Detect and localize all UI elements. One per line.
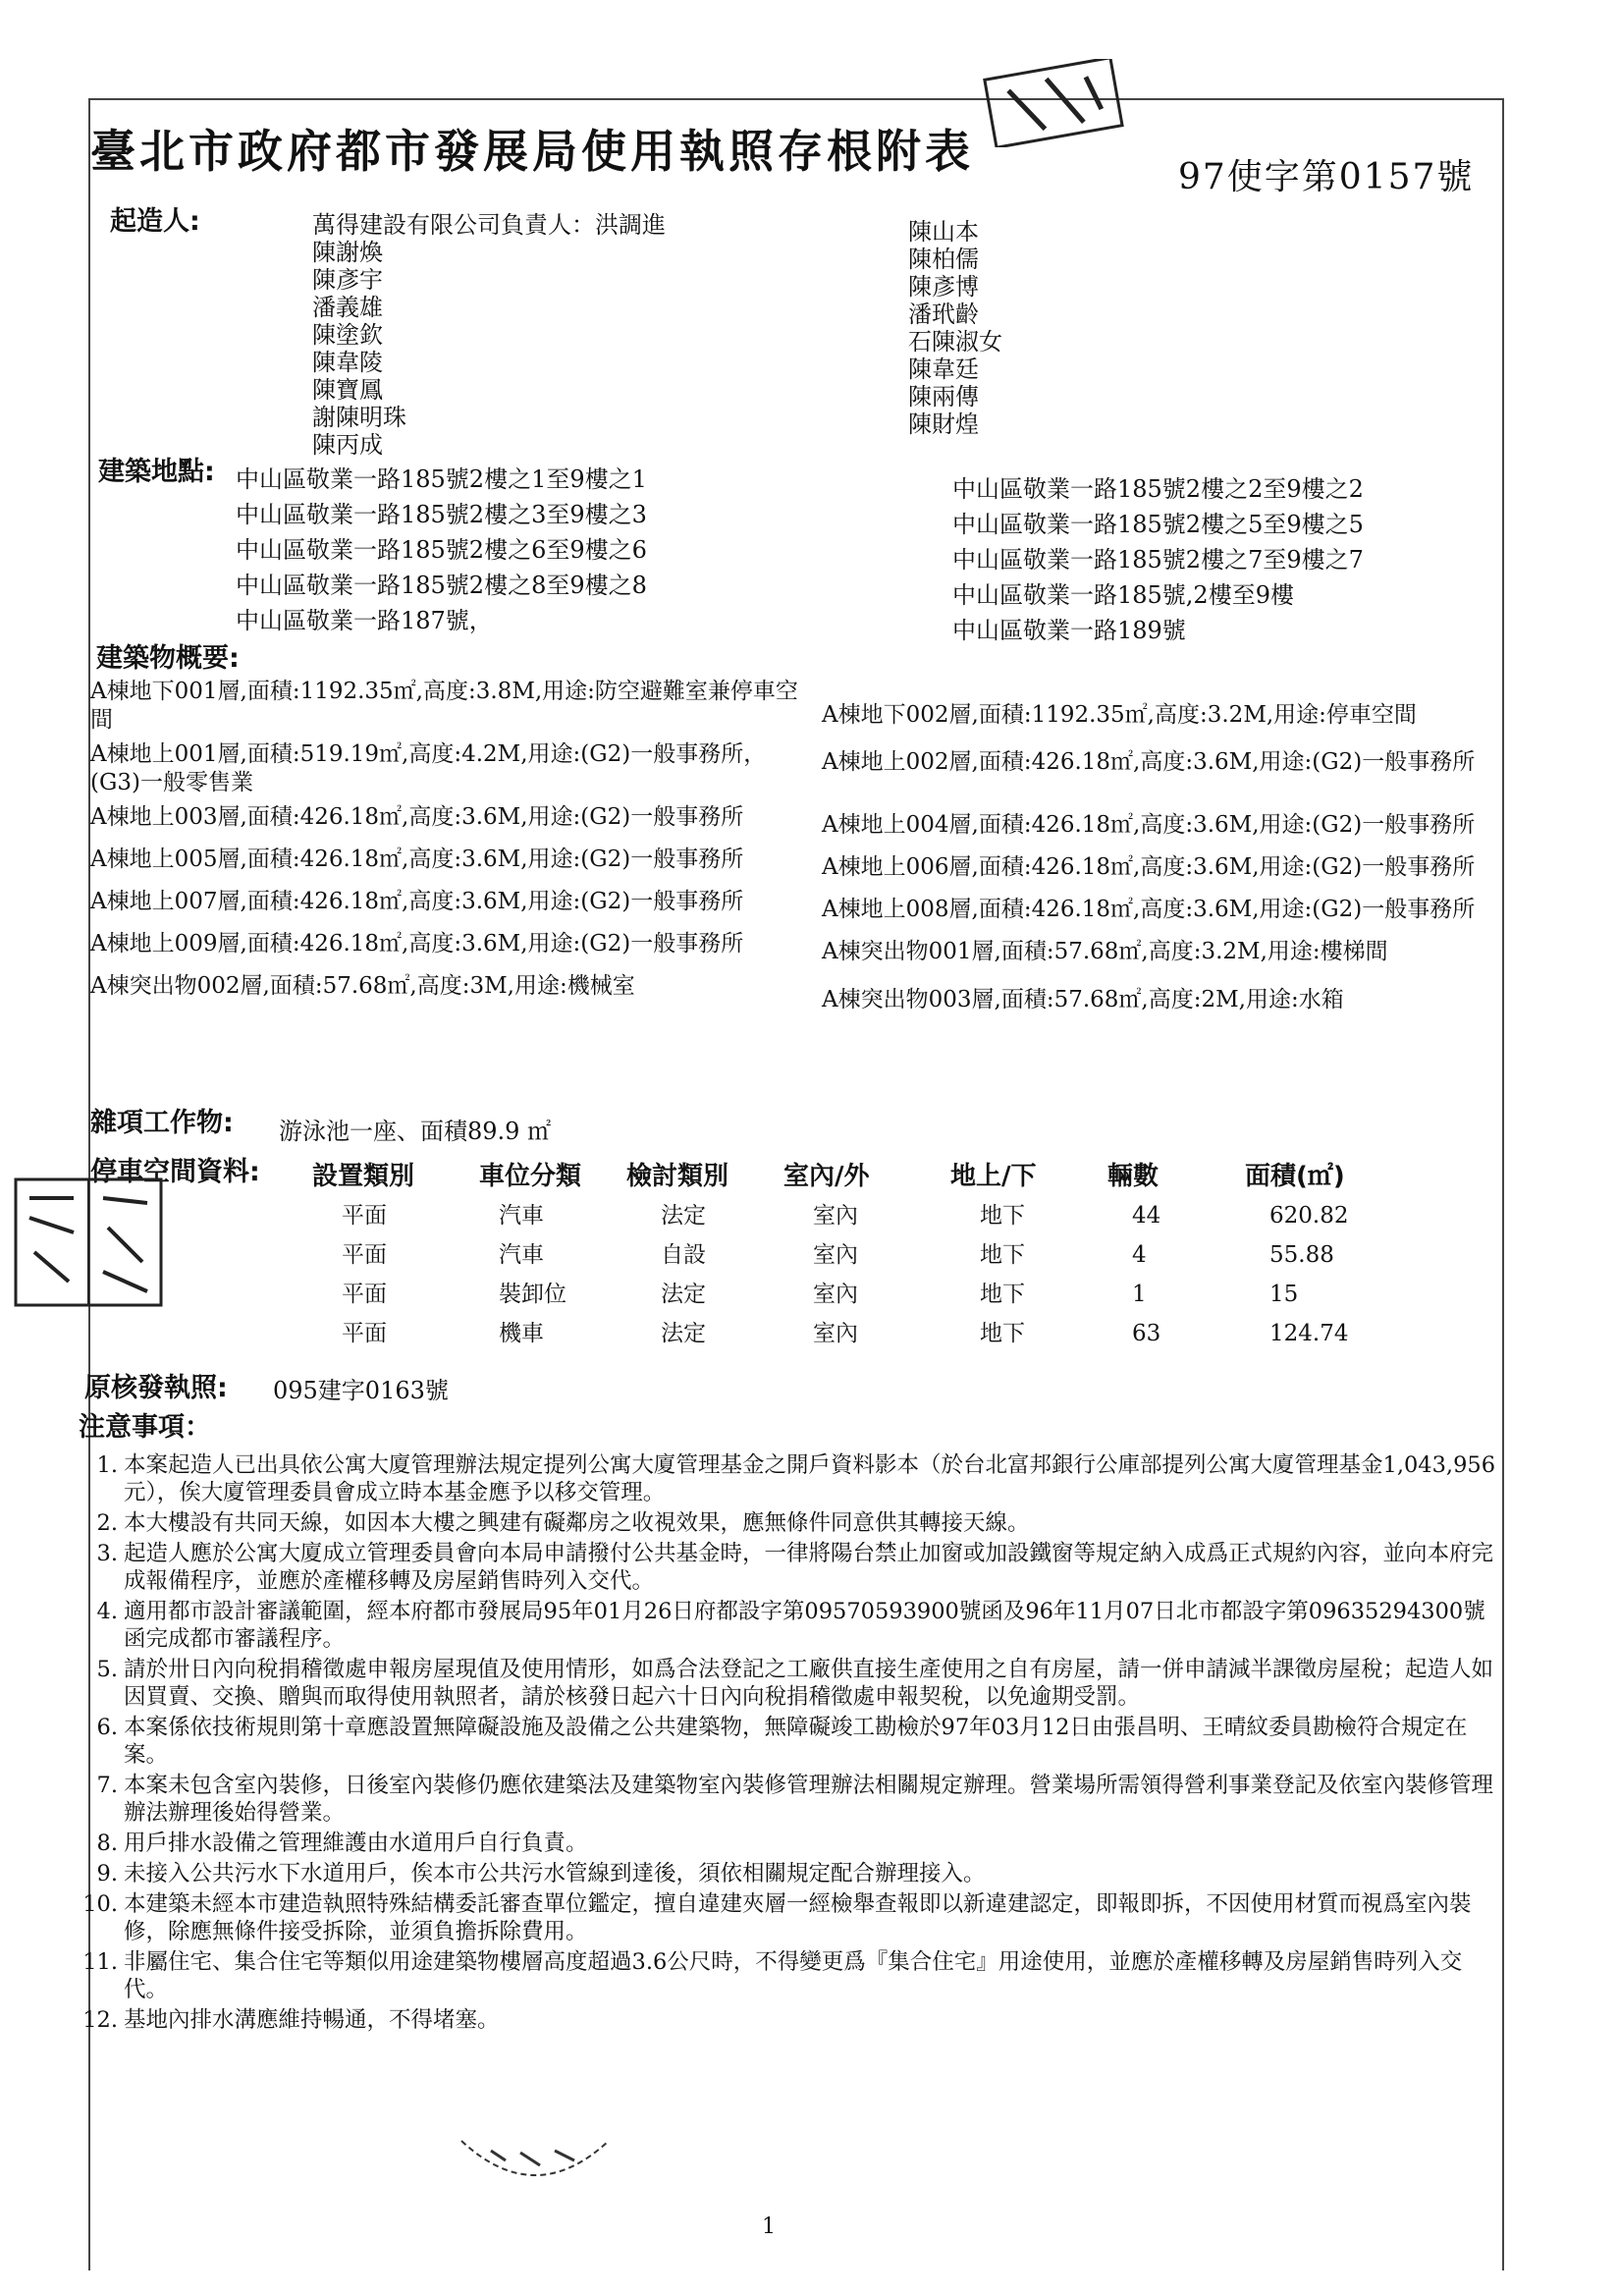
note-number: 12. xyxy=(82,2007,118,2033)
parking-table xyxy=(312,1157,1402,1353)
note-item xyxy=(79,2006,1502,2034)
note-text: 起造人應於公寓大廈成立管理委員會向本局申請撥付公共基金時，一律將陽台禁止加窗或加設鐵窗等規定納入成爲正式規約內容，並向本府完成報備程序，並應於產權移轉及房屋銷售時列入交代。 xyxy=(124,1541,1494,1594)
floor-entry: A棟地下002層,面積:1192.35㎡,高度:3.2M,用途:停車空間 xyxy=(822,702,1417,728)
floor-entry: A棟地上005層,面積:426.18㎡,高度:3.6M,用途:(G2)一般事務所 xyxy=(90,847,744,872)
floor-entry: A棟地上004層,面積:426.18㎡,高度:3.6M,用途:(G2)一般事務所 xyxy=(822,812,1476,838)
parking-cell: 平面 xyxy=(342,1321,387,1346)
page-title: 臺北市政府都市發展局使用執照存根附表 xyxy=(90,125,974,178)
note-text: 本案起造人已出具依公寓大廈管理辦法規定提列公寓大廈管理基金之開戶資料影本（於台北富邦銀行公庫部提列公寓大廈管理基金1,043,956元），俟大廈管理委員會成立時本基金應予以移交管理。 xyxy=(124,1452,1496,1505)
parking-cell: 自設 xyxy=(661,1242,706,1268)
note-text: 本建築未經本市建造執照特殊結構委託審查單位鑑定，擅自違建夾層一經檢舉查報即以新違建認定，即報即拆，不因使用材質而視爲室內裝修，除應無條件接受拆除，並須負擔拆除費用。 xyxy=(124,1891,1472,1944)
builder-name: 潘義雄 xyxy=(312,294,383,321)
parking-cell: 室內 xyxy=(813,1242,858,1268)
parking-header: 設置類別 xyxy=(312,1162,415,1191)
site-address: 中山區敬業一路185號2樓之3至9樓之3 xyxy=(236,501,647,528)
site-address: 中山區敬業一路185號2樓之5至9樓之5 xyxy=(952,511,1364,538)
builder-name: 陳彥博 xyxy=(908,273,979,301)
notes-label: 注意事項： xyxy=(79,1412,211,1443)
overview-grid xyxy=(90,678,1529,1014)
builder-name: 陳丙成 xyxy=(312,431,383,459)
parking-header: 車位分類 xyxy=(479,1162,582,1191)
note-text: 本大樓設有共同天線，如因本大樓之興建有礙鄰房之收視效果，應無條件同意供其轉接天線。 xyxy=(124,1510,1030,1536)
parking-header: 面積(㎡) xyxy=(1245,1162,1345,1191)
floor-entry: A棟突出物001層,面積:57.68㎡,高度:3.2M,用途:樓梯間 xyxy=(822,939,1388,964)
builder-name: 陳韋陵 xyxy=(312,349,383,376)
site-address: 中山區敬業一路187號， xyxy=(236,607,493,634)
parking-cell: 124.74 xyxy=(1269,1321,1349,1346)
builder-name: 陳柏儒 xyxy=(908,246,979,273)
builder-name: 陳彥宇 xyxy=(312,266,383,294)
note-item xyxy=(79,1948,1502,2003)
note-item xyxy=(79,1509,1502,1537)
parking-cell: 法定 xyxy=(661,1321,706,1346)
note-text: 本案係依技術規則第十章應設置無障礙設施及設備之公共建築物，無障礙竣工勘檢於97年03月12日由張昌明、王晴紋委員勘檢符合規定在案。 xyxy=(124,1715,1468,1768)
floor-entry: A棟地上002層,面積:426.18㎡,高度:3.6M,用途:(G2)一般事務所 xyxy=(822,749,1476,775)
note-text: 非屬住宅、集合住宅等類似用途建築物樓層高度超過3.6公尺時，不得變更爲『集合住宅』用途使用，並應於產權移轉及房屋銷售時列入交代。 xyxy=(124,1949,1463,2002)
floor-entry: A棟地上007層,面積:426.18㎡,高度:3.6M,用途:(G2)一般事務所 xyxy=(90,889,744,914)
parking-cell: 地下 xyxy=(980,1282,1025,1307)
parking-cell: 平面 xyxy=(342,1242,387,1268)
builder-name: 潘玳齡 xyxy=(908,301,979,328)
note-item xyxy=(79,1890,1502,1945)
floor-entry: A棟突出物002層,面積:57.68㎡,高度:3M,用途:機械室 xyxy=(90,973,635,999)
note-number: 5. xyxy=(96,1657,118,1682)
parking-cell: 汽車 xyxy=(499,1203,544,1229)
parking-cell: 汽車 xyxy=(499,1242,544,1268)
note-number: 6. xyxy=(96,1715,118,1740)
floor-entry: A棟地上003層,面積:426.18㎡,高度:3.6M,用途:(G2)一般事務所 xyxy=(90,804,744,830)
parking-cell: 機車 xyxy=(499,1321,544,1346)
overview-label: 建築物概要: xyxy=(96,643,240,674)
note-item xyxy=(79,1451,1502,1506)
builder-name: 陳財煌 xyxy=(908,410,979,438)
parking-cell: 63 xyxy=(1132,1321,1161,1346)
note-text: 用戶排水設備之管理維護由水道用戶自行負責。 xyxy=(124,1831,588,1856)
builder-name: 萬得建設有限公司負責人：洪調進 xyxy=(312,211,666,239)
builders-label: 起造人: xyxy=(110,206,200,237)
misc-label: 雜項工作物: xyxy=(90,1108,234,1138)
note-number: 7. xyxy=(96,1773,118,1798)
note-item xyxy=(79,1714,1502,1769)
page-number: 1 xyxy=(762,2214,776,2239)
parking-cell: 15 xyxy=(1269,1282,1299,1307)
parking-cell: 620.82 xyxy=(1269,1203,1349,1229)
note-item xyxy=(79,1860,1502,1887)
builders-left-list xyxy=(312,211,666,459)
seal-stamp xyxy=(10,1174,167,1311)
builder-name: 陳寶鳳 xyxy=(312,376,383,404)
site-address: 中山區敬業一路189號 xyxy=(952,617,1186,644)
builder-name: 謝陳明珠 xyxy=(312,404,406,431)
note-text: 未接入公共污水下水道用戶，俟本市公共污水管線到達後，須依相關規定配合辦理接入。 xyxy=(124,1861,986,1886)
parking-cell: 室內 xyxy=(813,1321,858,1346)
note-item xyxy=(79,1772,1502,1827)
note-item xyxy=(79,1540,1502,1595)
floor-entry: A棟突出物003層,面積:57.68㎡,高度:2M,用途:水箱 xyxy=(822,987,1344,1012)
floor-entry: A棟地上001層,面積:519.19㎡,高度:4.2M,用途:(G2)一般事務所，(G3)一般零售業 xyxy=(90,741,767,795)
notes-list xyxy=(79,1451,1502,2037)
note-text: 請於卅日內向稅捐稽徵處申報房屋現值及使用情形，如爲合法登記之工廠供直接生產使用之自有房屋，請一併申請減半課徵房屋稅；起造人如因買賣、交換、贈與而取得使用執照者，請於核發日起六十日內向稅捐稽徵處申報契稅，以免逾期受罰。 xyxy=(124,1657,1494,1710)
note-item xyxy=(79,1830,1502,1857)
parking-cell: 地下 xyxy=(980,1203,1025,1229)
parking-cell: 44 xyxy=(1132,1203,1161,1229)
site-address: 中山區敬業一路185號,2樓至9樓 xyxy=(952,581,1294,609)
note-number: 1. xyxy=(96,1452,118,1478)
parking-label: 停車空間資料: xyxy=(90,1157,260,1187)
site-address: 中山區敬業一路185號2樓之7至9樓之7 xyxy=(952,546,1364,574)
parking-header: 檢討類別 xyxy=(626,1162,729,1191)
parking-cell: 法定 xyxy=(661,1203,706,1229)
note-number: 11. xyxy=(82,1949,118,1975)
parking-cell: 法定 xyxy=(661,1282,706,1307)
note-item xyxy=(79,1656,1502,1711)
site-address: 中山區敬業一路185號2樓之1至9樓之1 xyxy=(236,465,647,493)
note-number: 8. xyxy=(96,1831,118,1856)
note-number: 9. xyxy=(96,1861,118,1886)
note-number: 3. xyxy=(96,1541,118,1566)
builder-name: 陳韋廷 xyxy=(908,355,979,383)
note-text: 基地內排水溝應維持暢通，不得堵塞。 xyxy=(124,2007,500,2033)
floor-entry: A棟地下001層,面積:1192.35㎡,高度:3.8M,用途:防空避難室兼停車空間 xyxy=(90,679,798,733)
site-label: 建築地點: xyxy=(98,457,215,487)
parking-cell: 室內 xyxy=(813,1203,858,1229)
parking-cell: 地下 xyxy=(980,1321,1025,1346)
builder-name: 陳山本 xyxy=(908,218,979,246)
original-permit-value: 095建字0163號 xyxy=(273,1377,449,1404)
builder-name: 石陳淑女 xyxy=(908,328,1002,355)
note-item xyxy=(79,1598,1502,1653)
site-address: 中山區敬業一路185號2樓之6至9樓之6 xyxy=(236,536,647,564)
parking-header: 室內/外 xyxy=(783,1162,870,1191)
parking-header: 輛數 xyxy=(1107,1162,1160,1191)
builders-right-list xyxy=(908,218,1002,438)
misc-value: 游泳池一座、面積89.9 ㎡ xyxy=(279,1118,552,1145)
note-number: 4. xyxy=(96,1599,118,1624)
note-text: 本案未包含室內裝修，日後室內裝修仍應依建築法及建築物室內裝修管理辦法相關規定辦理。營業場所需領得營利事業登記及依室內裝修管理辦法辦理後始得營業。 xyxy=(124,1773,1494,1826)
builder-name: 陳謝煥 xyxy=(312,239,383,266)
builder-name: 陳塗欽 xyxy=(312,321,383,349)
floor-entry: A棟地上006層,面積:426.18㎡,高度:3.6M,用途:(G2)一般事務所 xyxy=(822,854,1476,880)
note-number: 2. xyxy=(96,1510,118,1536)
parking-cell: 平面 xyxy=(342,1282,387,1307)
permit-number: 97使字第0157號 xyxy=(1178,157,1475,197)
floor-entry: A棟地上008層,面積:426.18㎡,高度:3.6M,用途:(G2)一般事務所 xyxy=(822,897,1476,922)
parking-header: 地上/下 xyxy=(950,1162,1037,1191)
floor-entry: A棟地上009層,面積:426.18㎡,高度:3.6M,用途:(G2)一般事務所 xyxy=(90,931,744,957)
note-text: 適用都市設計審議範圍，經本府都市發展局95年01月26日府都設字第09570593900號函及96年11月07日北市都設字第09635294300號函完成都市審議程序。 xyxy=(124,1599,1485,1652)
parking-cell: 55.88 xyxy=(1269,1242,1334,1268)
parking-cell: 4 xyxy=(1132,1242,1147,1268)
parking-cell: 裝卸位 xyxy=(499,1282,566,1307)
site-address: 中山區敬業一路185號2樓之8至9樓之8 xyxy=(236,572,647,599)
parking-cell: 1 xyxy=(1132,1282,1147,1307)
parking-cell: 平面 xyxy=(342,1203,387,1229)
original-permit-label: 原核發執照: xyxy=(84,1373,228,1403)
bottom-seal-stamp xyxy=(452,2131,619,2190)
note-number: 10. xyxy=(82,1891,118,1917)
parking-cell: 室內 xyxy=(813,1282,858,1307)
parking-cell: 地下 xyxy=(980,1242,1025,1268)
site-address: 中山區敬業一路185號2樓之2至9樓之2 xyxy=(952,475,1364,503)
site-left-list xyxy=(236,462,647,638)
builder-name: 陳兩傳 xyxy=(908,383,979,410)
official-stamp xyxy=(982,59,1129,147)
site-right-list xyxy=(952,471,1364,648)
